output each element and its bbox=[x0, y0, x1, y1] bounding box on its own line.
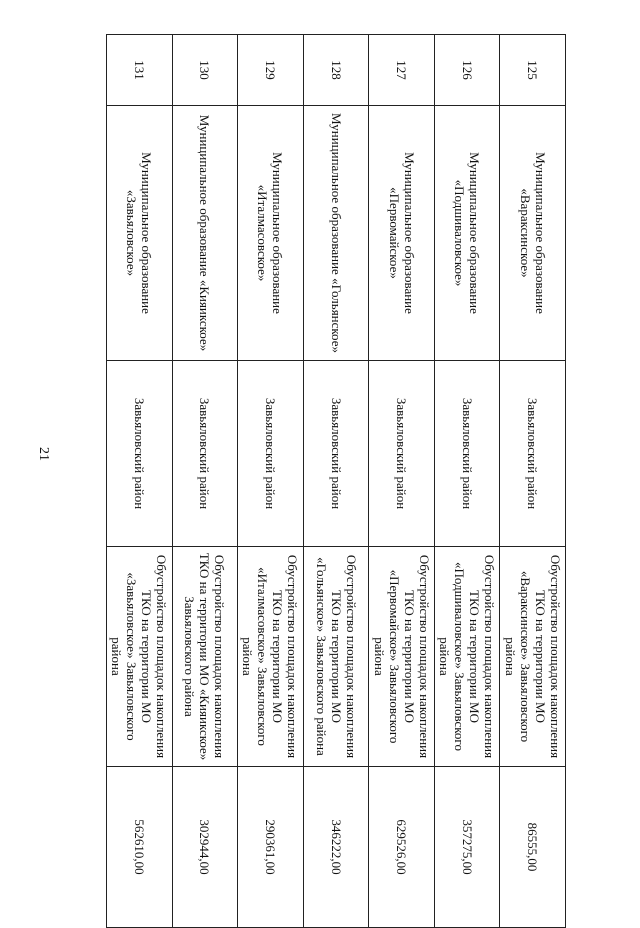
municipality-cell: Муниципальное образование «Кияикское» bbox=[172, 106, 238, 361]
table-row bbox=[238, 35, 304, 928]
work-description-cell: Обустройство площадок накопления ТКО на территории МО «Гольянское» Завьяловского района bbox=[303, 547, 369, 767]
municipality-cell: Муниципальное образование «Вараксинское» bbox=[500, 106, 566, 361]
municipality-cell: Муниципальное образование «Завьяловское» bbox=[107, 106, 173, 361]
row-number: 131 bbox=[107, 35, 173, 106]
work-description-cell: Обустройство площадок накопления ТКО на территории МО «Завьяловское» Завьяловского района bbox=[107, 547, 173, 767]
amount-cell: 290361,00 bbox=[238, 767, 304, 928]
subsidy-table bbox=[106, 34, 566, 928]
row-number: 130 bbox=[172, 35, 238, 106]
district-cell: Завьяловский район bbox=[434, 361, 500, 547]
table-row bbox=[107, 35, 173, 928]
work-description-cell: Обустройство площадок накопления ТКО на территории МО «Вараксинское» Завьяловского района bbox=[500, 547, 566, 767]
district-cell: Завьяловский район bbox=[107, 361, 173, 547]
amount-cell: 357275,00 bbox=[434, 767, 500, 928]
table-row bbox=[500, 35, 566, 928]
row-number: 127 bbox=[369, 35, 435, 106]
amount-cell: 86555,00 bbox=[500, 767, 566, 928]
row-number: 125 bbox=[500, 35, 566, 106]
municipality-cell: Муниципальное образование «Подшиваловское» bbox=[434, 106, 500, 361]
district-cell: Завьяловский район bbox=[172, 361, 238, 547]
amount-cell: 346222,00 bbox=[303, 767, 369, 928]
district-cell: Завьяловский район bbox=[369, 361, 435, 547]
table-container bbox=[106, 34, 566, 875]
amount-cell: 302944,00 bbox=[172, 767, 238, 928]
table-row bbox=[172, 35, 238, 928]
district-cell: Завьяловский район bbox=[500, 361, 566, 547]
row-number: 129 bbox=[238, 35, 304, 106]
amount-cell: 629526,00 bbox=[369, 767, 435, 928]
page-number: 21 bbox=[36, 447, 51, 461]
district-cell: Завьяловский район bbox=[303, 361, 369, 547]
amount-cell: 562610,00 bbox=[107, 767, 173, 928]
table-row bbox=[434, 35, 500, 928]
work-description-cell: Обустройство площадок накопления ТКО на территории МО «Первомайское» Завьяловского района bbox=[369, 547, 435, 767]
municipality-cell: Муниципальное образование «Италмасовское» bbox=[238, 106, 304, 361]
work-description-cell: Обустройство площадок накопления ТКО на территории МО «Кияикское» Завьяловского района bbox=[172, 547, 238, 767]
municipality-cell: Муниципальное образование «Первомайское» bbox=[369, 106, 435, 361]
work-description-cell: Обустройство площадок накопления ТКО на территории МО «Италмасовское» Завьяловского района bbox=[238, 547, 304, 767]
row-number: 128 bbox=[303, 35, 369, 106]
row-number: 126 bbox=[434, 35, 500, 106]
municipality-cell: Муниципальное образование «Гольянское» bbox=[303, 106, 369, 361]
table-row bbox=[303, 35, 369, 928]
district-cell: Завьяловский район bbox=[238, 361, 304, 547]
work-description-cell: Обустройство площадок накопления ТКО на территории МО «Подшиваловское» Завьяловского района bbox=[434, 547, 500, 767]
table-row bbox=[369, 35, 435, 928]
